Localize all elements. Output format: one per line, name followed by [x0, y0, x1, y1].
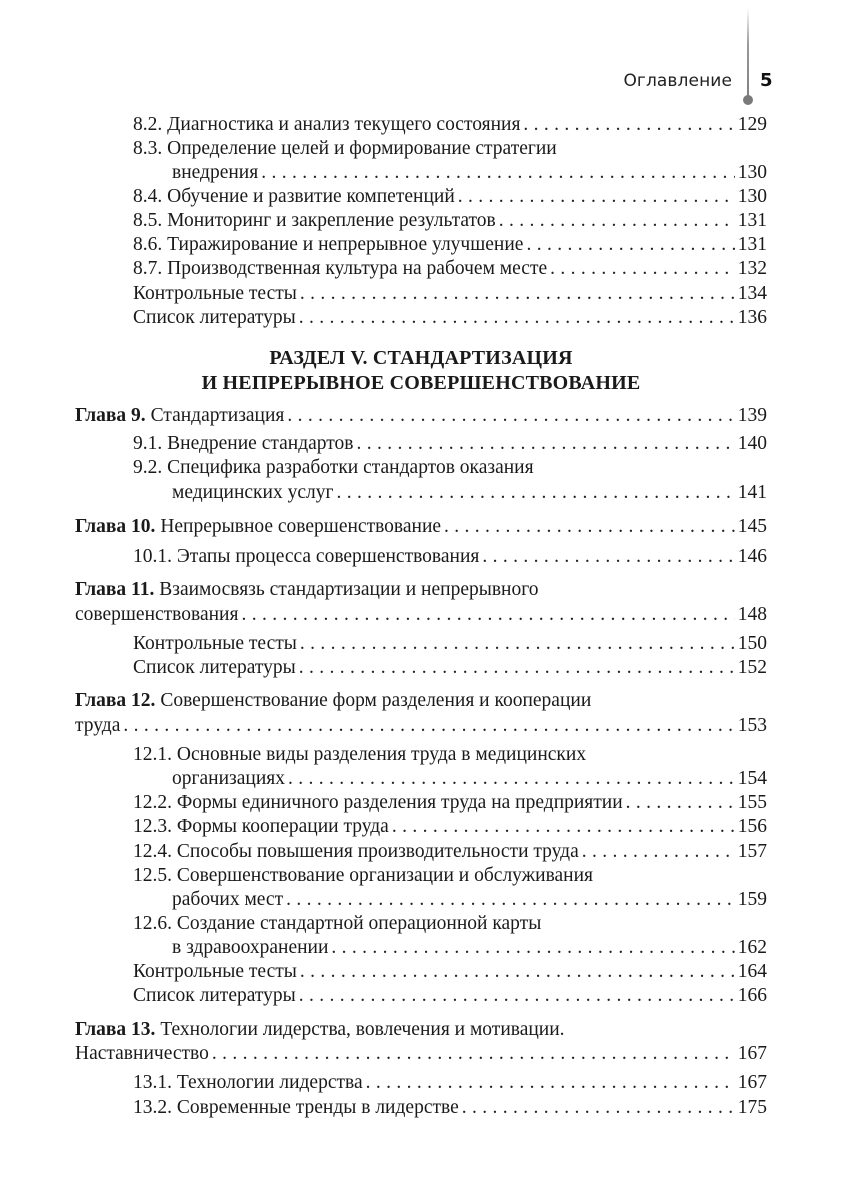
dot-leader — [550, 257, 735, 281]
toc-entry[interactable] — [133, 545, 767, 569]
entry-title: Контрольные тесты — [133, 283, 297, 304]
entry-title: Создание стандартной операционной карты — [176, 913, 542, 934]
entry-title: Обучение и развитие компетенций — [167, 186, 455, 207]
entry-page: 162 — [737, 937, 767, 958]
toc-entry-references[interactable] — [133, 306, 767, 330]
toc-entry[interactable] — [172, 936, 767, 960]
entry-number: 9.2. — [133, 457, 163, 478]
entry-page: 129 — [737, 114, 767, 135]
toc-entry-first-line[interactable] — [133, 456, 534, 480]
entry-number: 13.2. — [133, 1097, 172, 1118]
entry-page: 154 — [737, 768, 767, 789]
toc-chapter-13[interactable] — [75, 1042, 767, 1066]
entry-page: 157 — [737, 841, 767, 862]
entry-page: 141 — [737, 482, 767, 503]
dot-leader — [286, 888, 735, 912]
entry-page: 167 — [737, 1072, 767, 1093]
toc-entry[interactable] — [133, 209, 767, 233]
section-heading-line2: И НЕПРЕРЫВНОЕ СОВЕРШЕНСТВОВАНИЕ — [201, 372, 641, 394]
dot-leader — [523, 113, 734, 137]
entry-number: 10.1. — [133, 546, 172, 567]
entry-page: 132 — [737, 258, 767, 279]
running-title: Оглавление — [623, 71, 732, 91]
dot-leader — [300, 960, 735, 984]
entry-page: 148 — [737, 604, 767, 625]
chapter-title: Совершенствование форм разделения и кооперации — [160, 690, 592, 711]
entry-page: 150 — [737, 633, 767, 654]
entry-page: 136 — [737, 307, 767, 328]
toc-entry[interactable] — [133, 233, 767, 257]
chapter-title: Взаимосвязь стандартизации и непрерывного — [159, 579, 539, 600]
entry-number: 8.6. — [133, 234, 163, 255]
toc-entry[interactable] — [133, 1096, 767, 1120]
chapter-title-continuation: Наставничество — [75, 1043, 209, 1064]
entry-title-continuation: в здравоохранении — [172, 937, 329, 958]
entry-page: 153 — [737, 715, 767, 736]
entry-title: Список литературы — [133, 657, 296, 678]
chapter-title: Стандартизация — [150, 405, 285, 426]
entry-page: 152 — [737, 657, 767, 678]
dot-leader — [123, 714, 734, 738]
entry-page: 159 — [737, 889, 767, 910]
entry-title: Внедрение стандартов — [167, 433, 354, 454]
toc-entry[interactable] — [133, 815, 767, 839]
toc-entry-tests[interactable] — [133, 282, 767, 306]
dot-leader — [288, 767, 735, 791]
toc-entry-first-line[interactable] — [133, 743, 586, 767]
entry-number: 13.1. — [133, 1072, 172, 1093]
entry-number: 8.5. — [133, 210, 163, 231]
toc-entry-tests[interactable] — [133, 960, 767, 984]
entry-title: Этапы процесса совершенствования — [176, 546, 480, 567]
dot-leader — [444, 515, 735, 539]
toc-chapter-12[interactable] — [75, 714, 767, 738]
chapter-title-continuation: совершенствования — [75, 604, 239, 625]
dot-leader — [482, 545, 734, 569]
toc-chapter-11-first-line[interactable] — [75, 578, 538, 602]
toc-chapter-10[interactable] — [75, 515, 767, 539]
entry-page: 155 — [737, 792, 767, 813]
header-divider-dot-icon — [743, 95, 753, 105]
entry-number: 12.1. — [133, 744, 172, 765]
entry-number: 12.4. — [133, 841, 172, 862]
dot-leader — [212, 1042, 735, 1066]
entry-title: Список литературы — [133, 985, 296, 1006]
toc-chapter-11[interactable] — [75, 603, 767, 627]
toc-entry[interactable] — [133, 185, 767, 209]
toc-chapter-13-first-line[interactable] — [75, 1018, 565, 1042]
dot-leader — [261, 161, 735, 185]
entry-title: Определение целей и формирование стратегии — [167, 138, 557, 159]
entry-title: Список литературы — [133, 307, 296, 328]
toc-entry-first-line[interactable] — [133, 864, 593, 888]
entry-page: 140 — [737, 433, 767, 454]
entry-number: 12.6. — [133, 913, 172, 934]
entry-page: 146 — [737, 546, 767, 567]
entry-number: 8.7. — [133, 258, 163, 279]
entry-page: 164 — [737, 961, 767, 982]
toc-entry[interactable] — [172, 161, 767, 185]
dot-leader — [392, 815, 735, 839]
dot-leader — [366, 1071, 735, 1095]
toc-entry[interactable] — [133, 257, 767, 281]
entry-number: 9.1. — [133, 433, 163, 454]
toc-entry-tests[interactable] — [133, 632, 767, 656]
dot-leader — [300, 282, 735, 306]
toc-entry[interactable] — [172, 888, 767, 912]
entry-number: 12.3. — [133, 816, 172, 837]
entry-title-continuation: внедрения — [172, 162, 259, 183]
toc-entry[interactable] — [133, 432, 767, 456]
chapter-label: Глава 9. — [75, 405, 146, 426]
entry-page: 156 — [737, 816, 767, 837]
entry-number: 12.2. — [133, 792, 172, 813]
entry-title: Способы повышения производительности труда — [176, 841, 579, 862]
toc-entry-references[interactable] — [133, 656, 767, 680]
header-divider-line — [747, 8, 749, 98]
chapter-label: Глава 13. — [75, 1019, 156, 1040]
dot-leader — [299, 656, 735, 680]
entry-number: 12.5. — [133, 865, 172, 886]
entry-title: Производственная культура на рабочем месте — [167, 258, 548, 279]
entry-number: 8.3. — [133, 138, 163, 159]
dot-leader — [336, 481, 734, 505]
entry-title: Контрольные тесты — [133, 961, 297, 982]
toc-entry-first-line[interactable] — [133, 137, 557, 161]
entry-title-continuation: рабочих мест — [172, 889, 284, 910]
entry-title: Формы единичного разделения труда на предприятии — [176, 792, 623, 813]
dot-leader — [626, 791, 735, 815]
toc-entry[interactable] — [133, 1071, 767, 1095]
entry-page: 131 — [737, 234, 767, 255]
toc-entry[interactable] — [133, 840, 767, 864]
dot-leader — [357, 432, 735, 456]
dot-leader — [458, 185, 735, 209]
dot-leader — [241, 603, 734, 627]
entry-title: Основные виды разделения труда в медицинских — [176, 744, 587, 765]
toc-entry-first-line[interactable] — [133, 912, 541, 936]
toc-chapter-9[interactable] — [75, 404, 767, 428]
chapter-title: Непрерывное совершенствование — [160, 516, 442, 537]
dot-leader — [299, 984, 735, 1008]
entry-title-continuation: медицинских услуг — [172, 482, 334, 503]
dot-leader — [499, 209, 735, 233]
entry-title: Технологии лидерства — [176, 1072, 363, 1093]
chapter-title: Технологии лидерства, вовлечения и мотивации. — [160, 1019, 565, 1040]
chapter-label: Глава 12. — [75, 690, 156, 711]
entry-page: 175 — [737, 1097, 767, 1118]
chapter-label: Глава 11. — [75, 579, 155, 600]
entry-title: Диагностика и анализ текущего состояния — [167, 114, 521, 135]
toc-entry[interactable] — [172, 767, 767, 791]
entry-page: 130 — [737, 162, 767, 183]
entry-page: 166 — [737, 985, 767, 1006]
entry-page: 167 — [737, 1043, 767, 1064]
entry-title: Контрольные тесты — [133, 633, 297, 654]
entry-page: 134 — [737, 283, 767, 304]
toc-entry[interactable] — [133, 791, 767, 815]
section-heading-line1: РАЗДЕЛ V. СТАНДАРТИЗАЦИЯ — [269, 347, 573, 369]
entry-title: Совершенствование организации и обслуживания — [176, 865, 594, 886]
entry-page: 131 — [737, 210, 767, 231]
entry-title: Мониторинг и закрепление результатов — [167, 210, 496, 231]
entry-page: 139 — [737, 405, 767, 426]
entry-title: Формы кооперации труда — [176, 816, 389, 837]
dot-leader — [331, 936, 734, 960]
entry-title: Тиражирование и непрерывное улучшение — [167, 234, 524, 255]
entry-number: 8.2. — [133, 114, 163, 135]
chapter-label: Глава 10. — [75, 516, 156, 537]
toc-entry-references[interactable] — [133, 984, 767, 1008]
entry-number: 8.4. — [133, 186, 163, 207]
toc-chapter-12-first-line[interactable] — [75, 689, 591, 713]
chapter-title-continuation: труда — [75, 715, 121, 736]
dot-leader — [287, 404, 734, 428]
entry-page: 145 — [737, 516, 767, 537]
toc-entry[interactable] — [172, 481, 767, 505]
dot-leader — [582, 840, 735, 864]
entry-title: Современные тренды в лидерстве — [176, 1097, 459, 1118]
dot-leader — [300, 632, 735, 656]
dot-leader — [462, 1096, 735, 1120]
toc-entry[interactable] — [133, 113, 767, 137]
dot-leader — [526, 233, 734, 257]
entry-title: Специфика разработки стандартов оказания — [167, 457, 534, 478]
entry-page: 130 — [737, 186, 767, 207]
page-number: 5 — [760, 70, 773, 91]
entry-title-continuation: организациях — [172, 768, 285, 789]
dot-leader — [299, 306, 735, 330]
